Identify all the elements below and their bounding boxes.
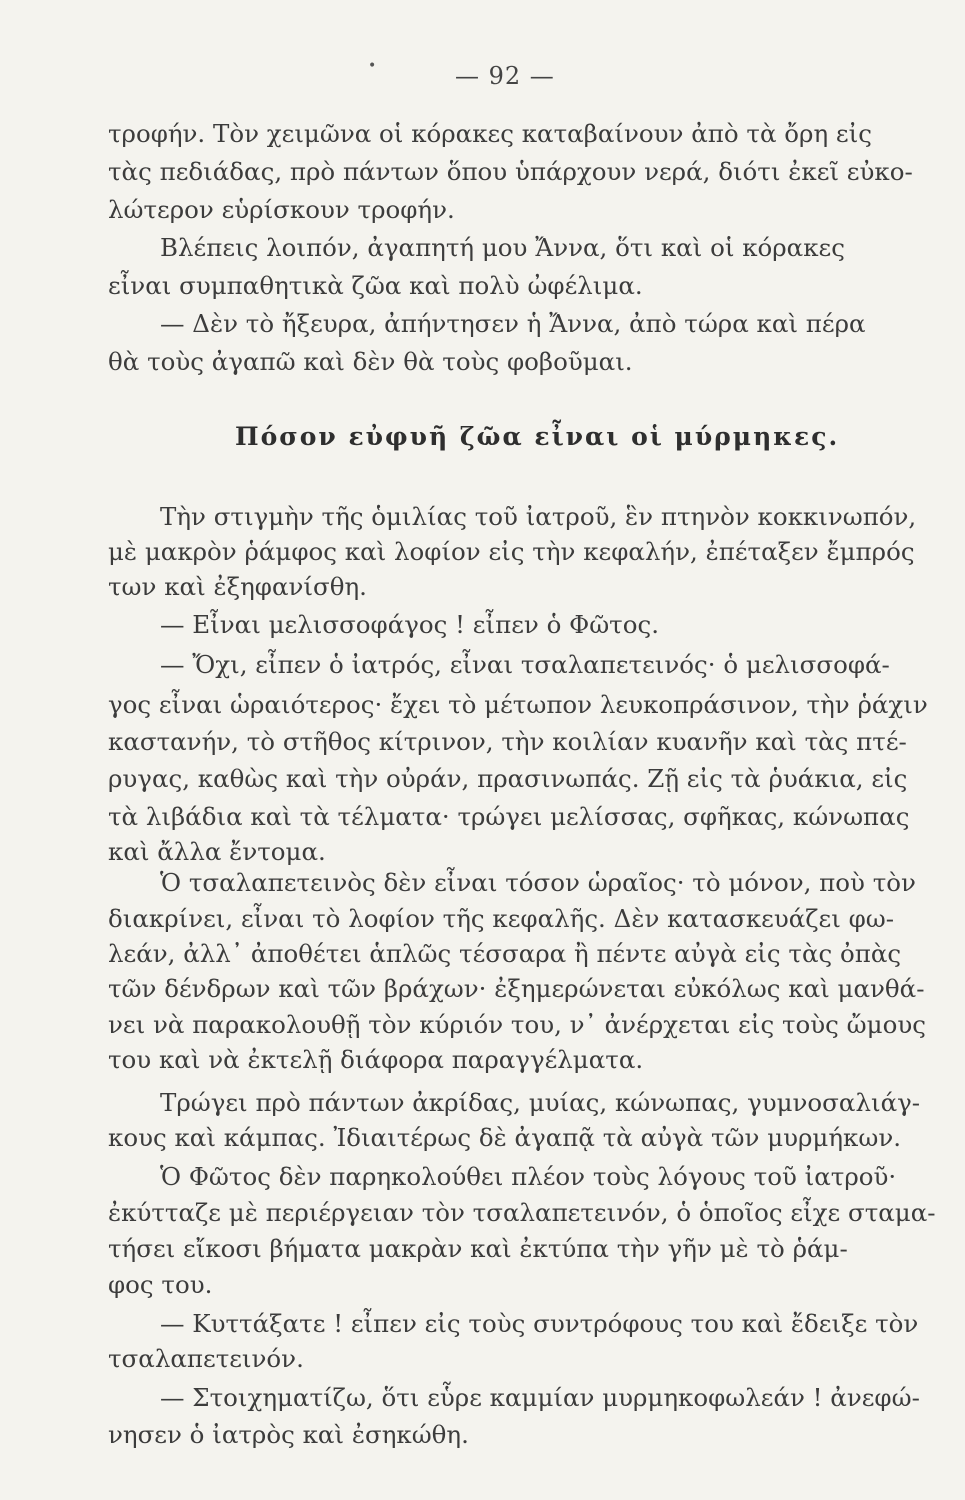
text-line: εἶναι συμπαθητικὰ ζῶα καὶ πολὺ ὠφέλιμα. — [108, 271, 643, 300]
text-line: λεάν, ἀλλ᾽ ἀποθέτει ἁπλῶς τέσσαρα ἢ πέντε αὐγὰ εἰς τὰς ὀπὰς — [108, 939, 902, 968]
text-line: καστανήν, τὸ στῆθος κίτρινον, τὴν κοιλίαν κυανῆν καὶ τὰς πτέ- — [108, 727, 907, 756]
text-line: καὶ ἄλλα ἔντομα. — [108, 837, 326, 866]
text-line: νησεν ὁ ἰατρὸς καὶ ἐσηκώθη. — [108, 1420, 469, 1449]
print-mark: • — [368, 58, 377, 74]
text-line: φος του. — [108, 1270, 213, 1299]
text-line: Τὴν στιγμὴν τῆς ὁμιλίας τοῦ ἰατροῦ, ἓν πτηνὸν κοκκινωπόν, — [160, 502, 917, 531]
text-line: λώτερον εὑρίσκουν τροφήν. — [108, 195, 455, 224]
text-line: Ὁ Φῶτος δὲν παρηκολούθει πλέον τοὺς λόγους τοῦ ἰατροῦ· — [160, 1162, 897, 1191]
text-line: νει νὰ παρακολουθῇ τὸν κύριόν του, ν᾽ ἀνέρχεται εἰς τοὺς ὤμους — [108, 1010, 926, 1039]
text-line: τροφήν. Τὸν χειμῶνα οἱ κόρακες καταβαίνουν ἀπὸ τὰ ὄρη εἰς — [108, 119, 872, 148]
text-line: — Δὲν τὸ ἤξευρα, ἀπήντησεν ἡ Ἄννα, ἀπὸ τώρα καὶ πέρα — [160, 309, 866, 338]
text-line: τὰ λιβάδια καὶ τὰ τέλματα· τρώγει μελίσσας, σφῆκας, κώνωπας — [108, 802, 910, 831]
text-line: — Κυττάξατε ! εἶπεν εἰς τοὺς συντρόφους του καὶ ἔδειξε τὸν — [160, 1309, 919, 1338]
text-line: τσαλαπετεινόν. — [108, 1344, 304, 1373]
text-line: — Στοιχηματίζω, ὅτι εὗρε καμμίαν μυρμηκοφωλεάν ! ἀνεφώ- — [160, 1383, 920, 1412]
text-line: μὲ μακρὸν ῥάμφος καὶ λοφίον εἰς τὴν κεφαλήν, ἐπέταξεν ἔμπρός — [108, 537, 915, 566]
text-line: θὰ τοὺς ἀγαπῶ καὶ δὲν θὰ τοὺς φοβοῦμαι. — [108, 347, 633, 376]
text-line: των καὶ ἐξηφανίσθη. — [108, 572, 367, 601]
page-number: — 92 — — [455, 62, 555, 90]
text-line: Βλέπεις λοιπόν, ἀγαπητή μου Ἄννα, ὅτι καὶ οἱ κόρακες — [160, 233, 845, 262]
text-line: ρυγας, καθὼς καὶ τὴν οὐράν, πρασινωπάς. Ζῇ εἰς τὰ ῥυάκια, εἰς — [108, 764, 908, 793]
text-line: κους καὶ κάμπας. Ἰδιαιτέρως δὲ ἀγαπᾷ τὰ αὐγὰ τῶν μυρμήκων. — [108, 1123, 902, 1152]
text-line: — Εἶναι μελισσοφάγος ! εἶπεν ὁ Φῶτος. — [160, 610, 659, 639]
text-line: γος εἶναι ὡραιότερος· ἔχει τὸ μέτωπον λευκοπράσινον, τὴν ῥάχιν — [108, 690, 928, 719]
text-line: — Ὄχι, εἶπεν ὁ ἰατρός, εἶναι τσαλαπετεινός· ὁ μελισσοφά- — [160, 650, 890, 679]
section-heading: Πόσον εὐφυῆ ζῶα εἶναι οἱ μύρμηκες. — [235, 422, 840, 451]
text-line: τὰς πεδιάδας, πρὸ πάντων ὅπου ὑπάρχουν νερά, διότι ἐκεῖ εὐκο- — [108, 157, 913, 186]
text-line: τήσει εἴκοσι βήματα μακρὰν καὶ ἐκτύπα τὴν γῆν μὲ τὸ ῥάμ- — [108, 1234, 848, 1263]
text-line: διακρίνει, εἶναι τὸ λοφίον τῆς κεφαλῆς. Δὲν κατασκευάζει φω- — [108, 904, 895, 933]
text-line: Τρώγει πρὸ πάντων ἀκρίδας, μυίας, κώνωπας, γυμνοσαλιάγ- — [160, 1088, 921, 1117]
text-line: του καὶ νὰ ἐκτελῇ διάφορα παραγγέλματα. — [108, 1045, 644, 1074]
text-line: Ὁ τσαλαπετεινὸς δὲν εἶναι τόσον ὡραῖος· τὸ μόνον, ποὺ τὸν — [160, 868, 916, 897]
text-line: τῶν δένδρων καὶ τῶν βράχων· ἐξημερώνεται εὐκόλως καὶ μανθά- — [108, 974, 925, 1003]
text-line: ἐκύτταζε μὲ περιέργειαν τὸν τσαλαπετεινόν, ὁ ὁποῖος εἶχε σταμα- — [108, 1198, 936, 1227]
